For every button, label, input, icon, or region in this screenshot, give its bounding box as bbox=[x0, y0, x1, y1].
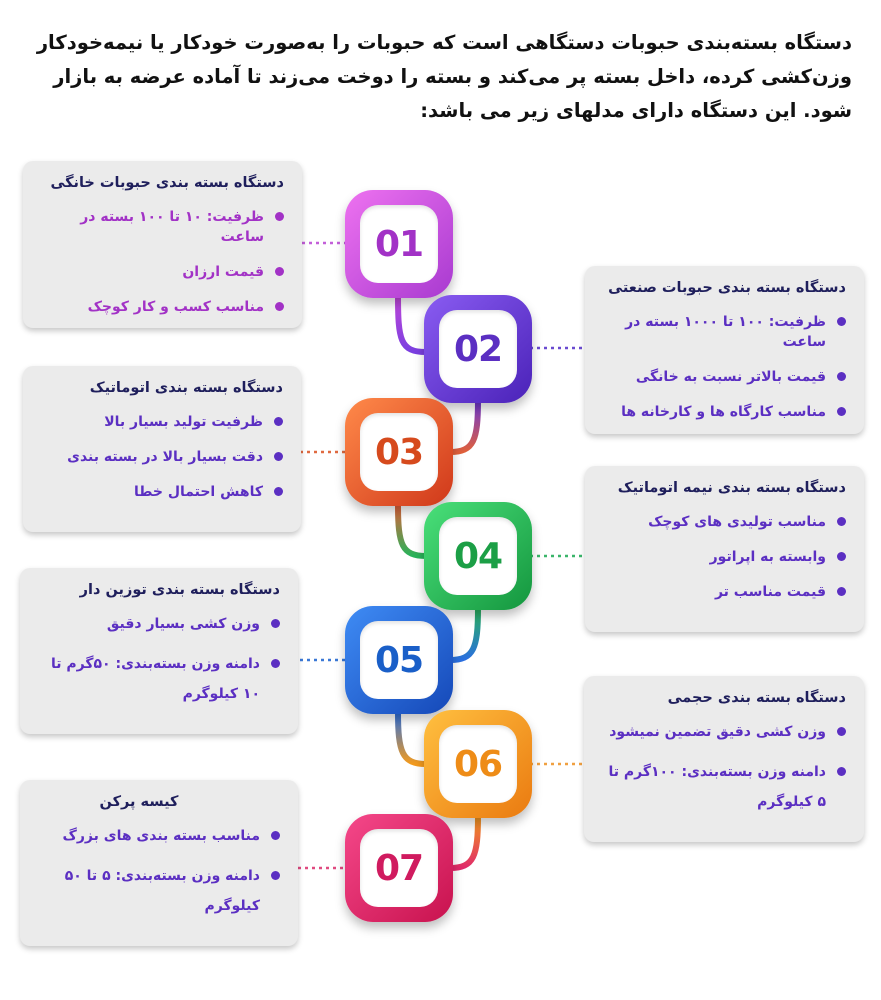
bullet-icon bbox=[271, 659, 280, 668]
bullet-icon bbox=[837, 727, 846, 736]
card-step-05 bbox=[20, 568, 298, 734]
list-item bbox=[38, 614, 280, 634]
step-badge-04 bbox=[424, 502, 532, 610]
list-item bbox=[38, 826, 280, 846]
item-text: قیمت بالاتر نسبت به خانگی bbox=[635, 369, 826, 385]
card-title: دستگاه بسته بندی اتوماتیک bbox=[89, 380, 283, 396]
bullet-icon bbox=[271, 871, 280, 880]
item-text: قیمت مناسب تر bbox=[714, 584, 826, 600]
step-badge-02 bbox=[424, 295, 532, 403]
list-item bbox=[41, 412, 283, 432]
item-text: کاهش احتمال خطا bbox=[133, 484, 263, 500]
list-item bbox=[603, 512, 846, 532]
step-number-03: 03 bbox=[360, 413, 438, 491]
bullet-icon bbox=[275, 212, 284, 221]
list-item bbox=[603, 547, 846, 567]
card-step-03 bbox=[23, 366, 301, 532]
list-item bbox=[603, 402, 846, 422]
card-title: دستگاه بسته بندی حبوبات صنعتی bbox=[608, 280, 846, 296]
item-text: ظرفیت تولید بسیار بالا bbox=[104, 414, 263, 430]
list-item bbox=[38, 649, 280, 709]
list-item bbox=[41, 207, 284, 247]
list-item bbox=[41, 447, 283, 467]
list-item bbox=[603, 312, 846, 352]
step-number-05: 05 bbox=[360, 621, 438, 699]
bullet-icon bbox=[274, 452, 283, 461]
item-text: ظرفیت: ۱۰ تا ۱۰۰ بسته در ساعت bbox=[80, 209, 264, 245]
step-badge-01 bbox=[345, 190, 453, 298]
card-title: دستگاه بسته بندی نیمه اتوماتیک bbox=[617, 480, 846, 496]
card-title: کیسه پرکن bbox=[99, 794, 179, 810]
bullet-icon bbox=[271, 619, 280, 628]
bullet-icon bbox=[837, 407, 846, 416]
step-number-04: 04 bbox=[439, 517, 517, 595]
step-number-02: 02 bbox=[439, 310, 517, 388]
bullet-icon bbox=[837, 767, 846, 776]
item-text: وابسته به اپراتور bbox=[709, 549, 826, 565]
step-number-07: 07 bbox=[360, 829, 438, 907]
list-item bbox=[38, 861, 280, 921]
list-item bbox=[41, 262, 284, 282]
item-text: وزن کشی بسیار دقیق bbox=[106, 616, 260, 632]
list-item bbox=[602, 757, 846, 817]
item-text: وزن کشی دقیق تضمین نمیشود bbox=[609, 724, 826, 740]
card-step-07 bbox=[20, 780, 298, 946]
bullet-icon bbox=[274, 417, 283, 426]
list-item bbox=[603, 582, 846, 602]
step-badge-05 bbox=[345, 606, 453, 714]
card-title: دستگاه بسته بندی توزین دار bbox=[79, 582, 280, 598]
card-step-01 bbox=[23, 161, 302, 328]
card-title: دستگاه بسته بندی حجمی bbox=[667, 690, 846, 706]
step-number-01: 01 bbox=[360, 205, 438, 283]
item-text: مناسب بسته بندی های بزرگ bbox=[62, 828, 260, 844]
list-item bbox=[602, 722, 846, 742]
item-text: دامنه وزن بسته‌بندی: ۵۰گرم تا ۱۰ کیلوگرم bbox=[51, 656, 260, 702]
bullet-icon bbox=[271, 831, 280, 840]
item-text: دامنه وزن بسته‌بندی: ۵ تا ۵۰ کیلوگرم bbox=[64, 868, 260, 914]
item-text: مناسب تولیدی های کوچک bbox=[648, 514, 826, 530]
bullet-icon bbox=[274, 487, 283, 496]
bullet-icon bbox=[837, 552, 846, 561]
bullet-icon bbox=[837, 317, 846, 326]
item-text: دقت بسیار بالا در بسته بندی bbox=[67, 449, 263, 465]
bullet-icon bbox=[837, 372, 846, 381]
card-step-02 bbox=[585, 266, 864, 434]
bullet-icon bbox=[275, 302, 284, 311]
item-text: قیمت ارزان bbox=[182, 264, 264, 280]
item-text: ظرفیت: ۱۰۰ تا ۱۰۰۰ بسته در ساعت bbox=[625, 314, 826, 350]
list-item bbox=[41, 297, 284, 317]
bullet-icon bbox=[837, 517, 846, 526]
item-text: مناسب کسب و کار کوچک bbox=[87, 299, 264, 315]
list-item bbox=[603, 367, 846, 387]
bullet-icon bbox=[275, 267, 284, 276]
bullet-icon bbox=[837, 587, 846, 596]
list-item bbox=[41, 482, 283, 502]
step-badge-03 bbox=[345, 398, 453, 506]
card-step-04 bbox=[585, 466, 864, 632]
card-step-06 bbox=[584, 676, 864, 842]
item-text: دامنه وزن بسته‌بندی: ۱۰۰گرم تا ۵ کیلوگرم bbox=[608, 764, 826, 810]
step-badge-06 bbox=[424, 710, 532, 818]
step-number-06: 06 bbox=[439, 725, 517, 803]
item-text: مناسب کارگاه ها و کارخانه ها bbox=[621, 404, 826, 420]
step-badge-07 bbox=[345, 814, 453, 922]
intro-text: دستگاه بسته‌بندی حبوبات دستگاهی است که حبوبات را به‌صورت خودکار یا نیمه‌خودکار وزن‌کشی کرده، داخل بسته پر می‌کند و بسته را دوخت می‌زند تا آماده عرضه به بازار شود. این دستگاه دارای مدلهای زیر می باشد: bbox=[36, 31, 852, 122]
card-title: دستگاه بسته بندی حبوبات خانگی bbox=[50, 175, 284, 191]
